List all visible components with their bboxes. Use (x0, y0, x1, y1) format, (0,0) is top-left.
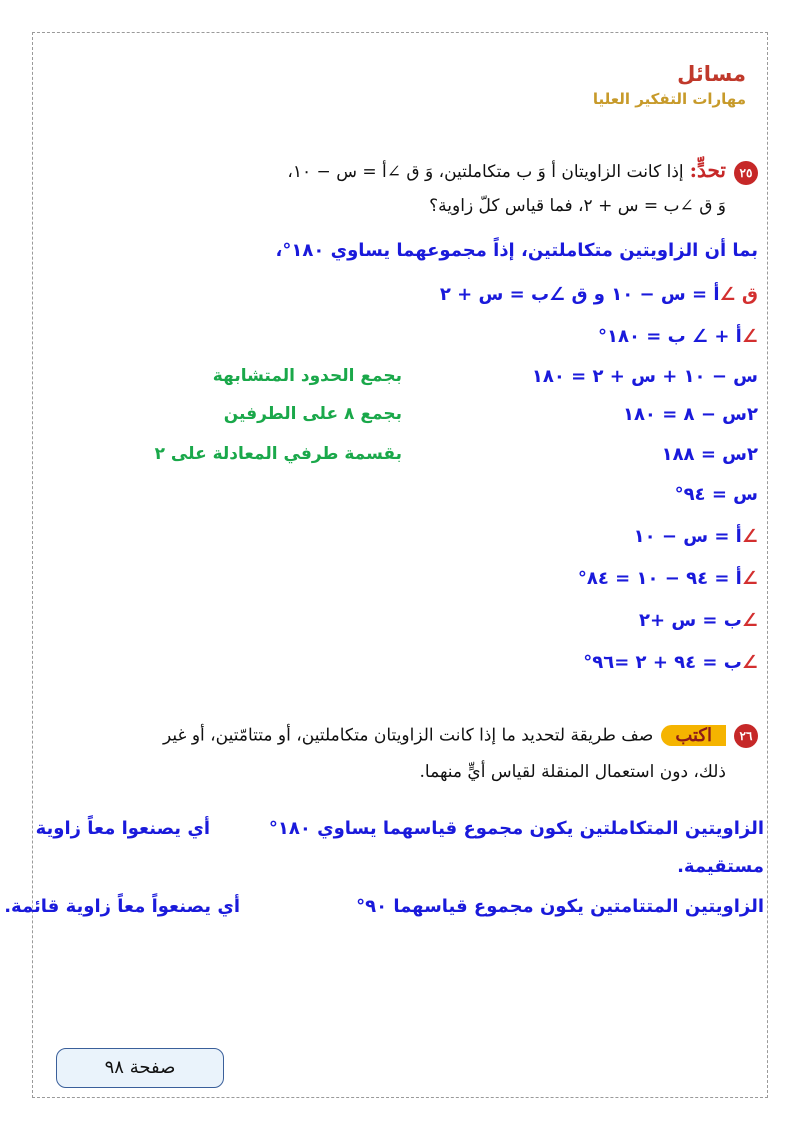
page-frame (32, 32, 768, 1098)
solution-step-9 (639, 610, 758, 631)
angle-symbol: ∠ (741, 610, 758, 631)
page-number-box: صفحة ٩٨ (56, 1048, 224, 1088)
solution-step-8 (578, 568, 758, 589)
solution-note-2: بجمع ٨ على الطرفين (223, 404, 402, 424)
question-number-badge: ٢٥ (734, 161, 758, 185)
question-number-badge: ٢٦ (734, 724, 758, 748)
question-text: صف طريقة لتحديد ما إذا كانت الزاويتان متكاملتين، أو متتامّتين، أو غير (163, 725, 654, 746)
angle-symbol: ∠ (741, 568, 758, 589)
solution-step-6: س = ٩٤° (674, 484, 758, 505)
step-text: أ = س − ١٠ (633, 526, 742, 547)
angle-symbol: ∠ (741, 526, 758, 547)
solution-step-7 (634, 526, 758, 547)
solution-note-3: بقسمة طرفي المعادلة على ٢ (154, 444, 402, 464)
solution-intro: بما أن الزاويتين متكاملتين، إذاً مجموعهما يساوي ١٨٠°، (275, 240, 758, 261)
section-title: مسائل (677, 62, 746, 86)
question-label: تحدٍّ: (689, 158, 726, 182)
answer-26-line3b: أي يصنعواً معاً زاوية قائمة. (4, 896, 240, 917)
step-text: أ = س − ١٠ و ق ∠ب = س + ٢ (439, 284, 720, 305)
answer-26-line2: مستقيمة. (677, 856, 764, 877)
angle-symbol: ∠ (741, 326, 758, 347)
solution-step-10 (583, 652, 758, 673)
solution-step-3: س − ١٠ + س + ٢ = ١٨٠ (531, 366, 758, 387)
step-text: أ + ∠ ب = ١٨٠° (597, 326, 742, 347)
question-26-line1 (163, 724, 758, 748)
question-text: إذا كانت الزاويتان أ وَ ب متكاملتين، وَ ق ∠أ = س − ١٠، (287, 162, 684, 182)
step-text: ب = ٩٤ + ٢ =٩٦° (583, 652, 742, 673)
solution-step-1 (440, 284, 758, 305)
answer-26-line1b: أي يصنعوا معاً زاوية (35, 818, 210, 839)
question-25-line2: وَ ق ∠ب = س + ٢، فما قياس كلّ زاوية؟ (429, 196, 726, 216)
angle-symbol: ق ∠ (719, 284, 758, 305)
step-text: ب = س +٢ (638, 610, 742, 631)
solution-step-5: ٢س = ١٨٨ (661, 444, 758, 465)
write-badge: اكتب (661, 725, 726, 746)
question-25-line1 (287, 158, 758, 185)
answer-26-line1a: الزاويتين المتكاملتين يكون مجموع قياسهما يساوي ١٨٠° (268, 818, 764, 839)
solution-step-2 (598, 326, 758, 347)
solution-note-1: بجمع الحدود المتشابهة (212, 366, 402, 386)
solution-step-4: ٢س − ٨ = ١٨٠ (622, 404, 758, 425)
answer-26-line3a: الزاويتين المتتامتين يكون مجموع قياسهما ٩٠° (356, 896, 764, 917)
angle-symbol: ∠ (741, 652, 758, 673)
question-26-line2: ذلك، دون استعمال المنقلة لقياس أيٍّ منهما. (419, 762, 726, 782)
section-subtitle: مهارات التفكير العليا (592, 90, 746, 108)
step-text: أ = ٩٤ − ١٠ = ٨٤° (577, 568, 742, 589)
